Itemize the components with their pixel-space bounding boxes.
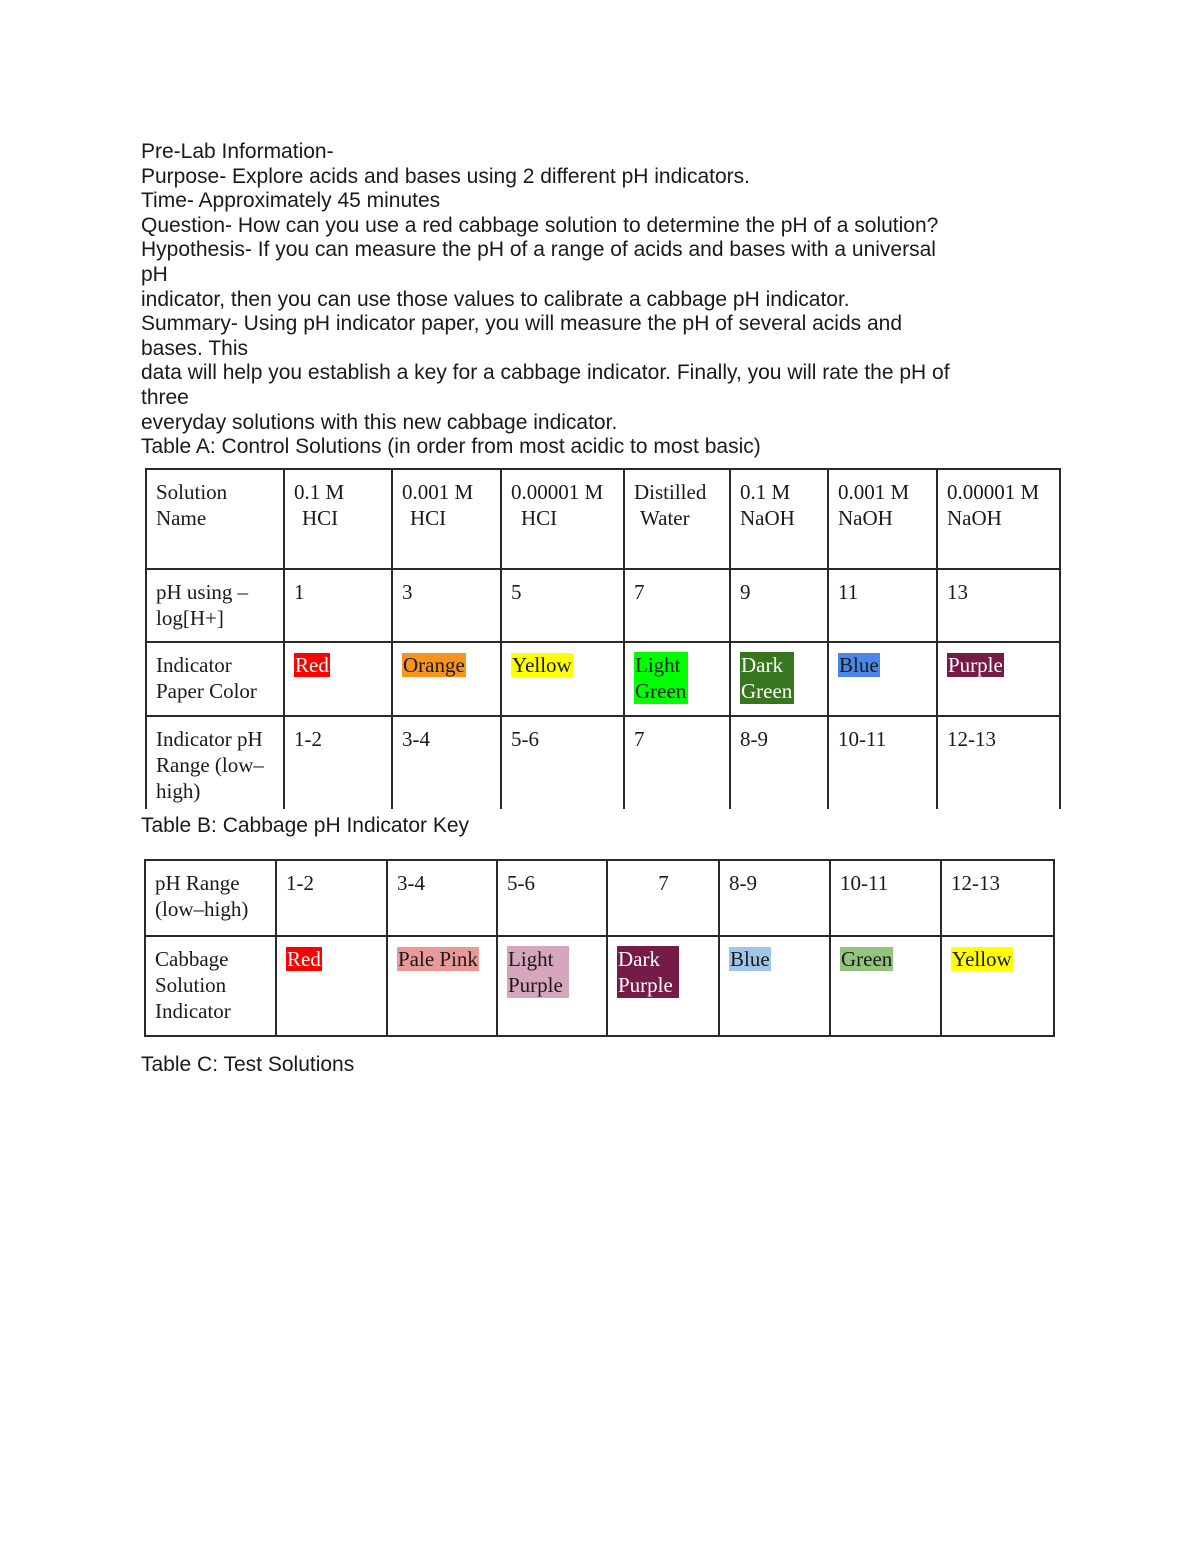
intro-line: bases. This <box>141 336 248 360</box>
range-cell: 12-13 <box>941 860 1054 936</box>
table-cell <box>276 936 387 1036</box>
table-cell <box>497 936 607 1036</box>
ph-value-cell: 3 <box>392 569 501 642</box>
color-swatch-label: Purple <box>948 653 1003 677</box>
range-cell: 7 <box>624 716 730 809</box>
range-cell: 5-6 <box>497 860 607 936</box>
table-row-cabbage-indicator <box>145 936 1054 1036</box>
color-swatch-label: Yellow <box>512 653 572 677</box>
range-cell: 3-4 <box>387 860 497 936</box>
intro-line: Question- How can you use a red cabbage solution to determine the pH of a solution? <box>141 213 939 237</box>
intro-line: indicator, then you can use those values to calibrate a cabbage pH indicator. <box>141 287 850 311</box>
range-cell: 8-9 <box>730 716 828 809</box>
ph-value-cell: 1 <box>284 569 392 642</box>
table-c-caption: Table C: Test Solutions <box>141 1053 355 1076</box>
color-swatch-label: Red <box>295 653 329 677</box>
table-cell <box>624 642 730 716</box>
table-cell <box>730 642 828 716</box>
solution-compound: NaOH <box>838 506 893 530</box>
solution-concentration: 0.00001 M <box>511 480 604 504</box>
range-cell: 1-2 <box>284 716 392 809</box>
row-label-solution-name: Solution Name <box>146 469 284 569</box>
range-cell: 7 <box>607 860 719 936</box>
ph-value-cell: 11 <box>828 569 937 642</box>
color-swatch-label: Green <box>841 947 893 971</box>
intro-line: everyday solutions with this new cabbage indicator. <box>141 410 618 434</box>
range-cell: 1-2 <box>276 860 387 936</box>
row-label-ph-range: pH Range (low–high) <box>145 860 276 936</box>
ph-value-cell: 13 <box>937 569 1060 642</box>
table-cell <box>392 642 501 716</box>
table-row-solution-name <box>146 469 1060 569</box>
table-cell <box>828 642 937 716</box>
table-row-ph-range <box>145 860 1054 936</box>
solution-compound: Water <box>640 506 690 530</box>
color-swatch-label: Yellow <box>952 947 1012 971</box>
color-swatch-label: Orange <box>403 653 465 677</box>
table-cell <box>719 936 830 1036</box>
color-swatch-label: Light Purple <box>507 946 569 998</box>
color-swatch-label: Red <box>287 947 321 971</box>
table-cell <box>501 642 624 716</box>
table-a-control-solutions <box>145 468 1061 809</box>
table-cell <box>607 936 719 1036</box>
range-cell: 3-4 <box>392 716 501 809</box>
ph-value-cell: 7 <box>624 569 730 642</box>
intro-line: Pre-Lab Information- <box>141 140 334 163</box>
table-row-ph-range <box>146 716 1060 809</box>
table-b-caption: Table B: Cabbage pH Indicator Key <box>141 814 470 837</box>
table-cell <box>392 469 501 569</box>
solution-concentration: 0.001 M <box>402 480 474 504</box>
table-cell <box>284 469 392 569</box>
range-cell: 10-11 <box>828 716 937 809</box>
color-swatch-label: Blue <box>839 653 879 677</box>
range-cell: 8-9 <box>719 860 830 936</box>
solution-compound: NaOH <box>947 506 1002 530</box>
table-cell <box>387 936 497 1036</box>
solution-concentration: 0.1 M <box>294 480 345 504</box>
solution-concentration: Distilled <box>634 480 707 504</box>
solution-concentration: 0.001 M <box>838 480 910 504</box>
solution-compound: HCI <box>410 506 447 530</box>
row-label-paper-color: Indicator Paper Color <box>146 642 284 716</box>
table-cell <box>828 469 937 569</box>
color-swatch-label: Dark Green <box>741 653 793 703</box>
table-cell <box>284 642 392 716</box>
intro-line: three <box>141 385 189 409</box>
solution-compound: HCI <box>521 506 558 530</box>
ph-value-cell: 9 <box>730 569 828 642</box>
intro-line: pH <box>141 262 168 286</box>
range-cell: 10-11 <box>830 860 941 936</box>
color-swatch-label: Dark Purple <box>617 946 679 998</box>
table-cell <box>937 642 1060 716</box>
intro-line: Time- Approximately 45 minutes <box>141 189 441 213</box>
color-swatch-label: Blue <box>730 947 770 971</box>
intro-line: Purpose- Explore acids and bases using 2 different pH indicators. <box>141 164 750 188</box>
table-cell <box>941 936 1054 1036</box>
row-label-ph-range: Indicator pH Range (low–high) <box>146 716 284 809</box>
table-cell <box>937 469 1060 569</box>
solution-compound: HCI <box>302 506 339 530</box>
ph-value-cell: 5 <box>501 569 624 642</box>
row-label-cabbage-indicator: Cabbage Solution Indicator <box>145 936 276 1036</box>
table-cell <box>830 936 941 1036</box>
color-swatch-label: Light Green <box>635 653 687 703</box>
table-a-caption: Table A: Control Solutions (in order from most acidic to most basic) <box>141 435 761 459</box>
intro-line: data will help you establish a key for a cabbage indicator. Finally, you will rate the pH of <box>141 361 950 385</box>
table-row-paper-color <box>146 642 1060 716</box>
table-cell <box>624 469 730 569</box>
pre-lab-information <box>141 140 1071 460</box>
table-cell <box>501 469 624 569</box>
range-cell: 12-13 <box>937 716 1060 809</box>
row-label-ph: pH using –log[H+] <box>146 569 284 642</box>
solution-concentration: 0.1 M <box>740 480 791 504</box>
table-row-ph <box>146 569 1060 642</box>
solution-compound: NaOH <box>740 506 795 530</box>
table-cell <box>730 469 828 569</box>
range-cell: 5-6 <box>501 716 624 809</box>
color-swatch-label: Pale Pink <box>398 947 478 971</box>
solution-concentration: 0.00001 M <box>947 480 1040 504</box>
intro-line: Summary- Using pH indicator paper, you will measure the pH of several acids and <box>141 312 903 336</box>
table-b-cabbage-key <box>144 859 1055 1037</box>
intro-line: Hypothesis- If you can measure the pH of a range of acids and bases with a universal <box>141 238 936 262</box>
